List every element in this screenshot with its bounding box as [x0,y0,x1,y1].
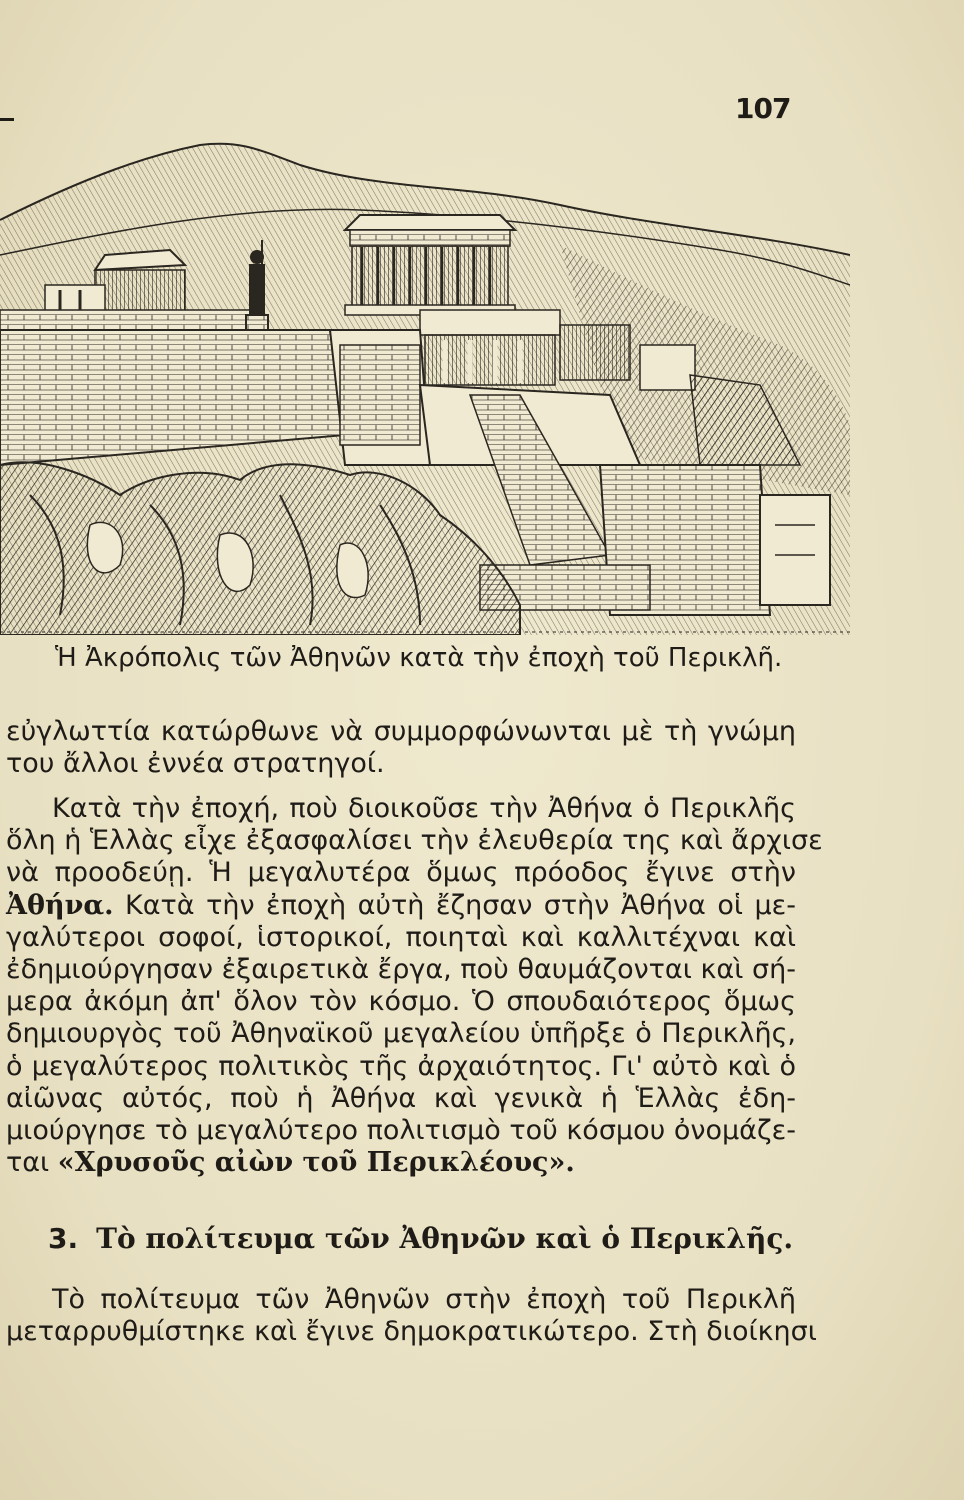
bold-athens: Ἀθήνα. [6,889,114,921]
text-line: Κατὰ τὴν ἐποχή, ποὺ διοικοῦσε τὴν Ἀθήνα ὁ Περικλῆς [52,793,796,824]
text-line: νὰ προοδεύῃ. Ἡ μεγαλυτέρα ὅμως πρόοδος ἔγινε στὴν [6,857,796,889]
text-line: του ἄλλοι ἐννέα στρατηγοί. [6,748,385,780]
text-run: Κατὰ τὴν ἐποχὴ αὐτὴ ἔζησαν στὴν Ἀθήνα οἱ με- [125,889,796,921]
text-line: ὅλη ἡ Ἑλλὰς εἶχε ἐξασφαλίσει τὴν ἐλευθερία της καὶ ἄρχισε [6,825,823,857]
paragraph-constitution [6,1284,817,1348]
text-line: μιούργησε τὸ μεγαλύτερο πολιτισμὸ τοῦ κόσμου ὀνομάζε- [6,1115,796,1147]
section-title: Τὸ πολίτευμα τῶν Ἀθηνῶν καὶ ὁ Περικλῆς. [96,1222,794,1255]
text-line: εὐγλωττία κατώρθωνε νὰ συμμορφώνωνται μὲ τὴ γνώμη [6,716,796,747]
parthenon [345,215,515,315]
text-line: Τὸ πολίτευμα τῶν Ἀθηνῶν στὴν ἐποχὴ τοῦ Περικλῆ [52,1284,796,1315]
margin-dash [0,118,14,121]
text-line: ὁ μεγαλύτερος πολιτικὸς τῆς ἀρχαιότητος. Γι' αὐτὸ καὶ ὁ [6,1050,796,1082]
text-line: μεταρρυθμίστηκε καὶ ἔγινε δημοκρατικώτερο. Στὴ διοίκησι [6,1316,817,1348]
text-line [6,890,796,922]
text-line: μερα ἀκόμη ἀπ' ὅλον τὸν κόσμο. Ὁ σπουδαιότερος ὅμως [6,986,796,1018]
text-line: δημιουργὸς τοῦ Ἀθηναϊκοῦ μεγαλείου ὑπῆρξε ὁ Περικλῆς, [6,1018,796,1050]
text-line [6,1147,796,1179]
text-run: ται [6,1147,50,1179]
acropolis-illustration [0,135,850,635]
text-line: ἐδημιούργησαν ἐξαιρετικὰ ἔργα, ποὺ θαυμάζονται καὶ σή- [6,954,796,986]
bold-golden-age: «Χρυσοῦς αἰὼν τοῦ Περικλέους». [57,1147,575,1179]
section-heading [48,1222,808,1255]
paragraph-golden-age [6,793,823,1179]
text-line: γαλύτεροι σοφοί, ἱστορικοί, ποιηταὶ καὶ καλλιτέχναι καὶ [6,921,796,953]
page-number: 107 [735,92,791,125]
figure-caption: Ἡ Ἀκρόπολις τῶν Ἀθηνῶν κατὰ τὴν ἐποχὴ τοῦ Περικλῆ. [55,643,783,673]
paragraph-continuation [6,716,796,780]
section-number: 3. [48,1222,79,1255]
text-line: αἰῶνας αὐτός, ποὺ ἡ Ἀθήνα καὶ γενικὰ ἡ Ἑλλὰς ἐδη- [6,1082,796,1114]
